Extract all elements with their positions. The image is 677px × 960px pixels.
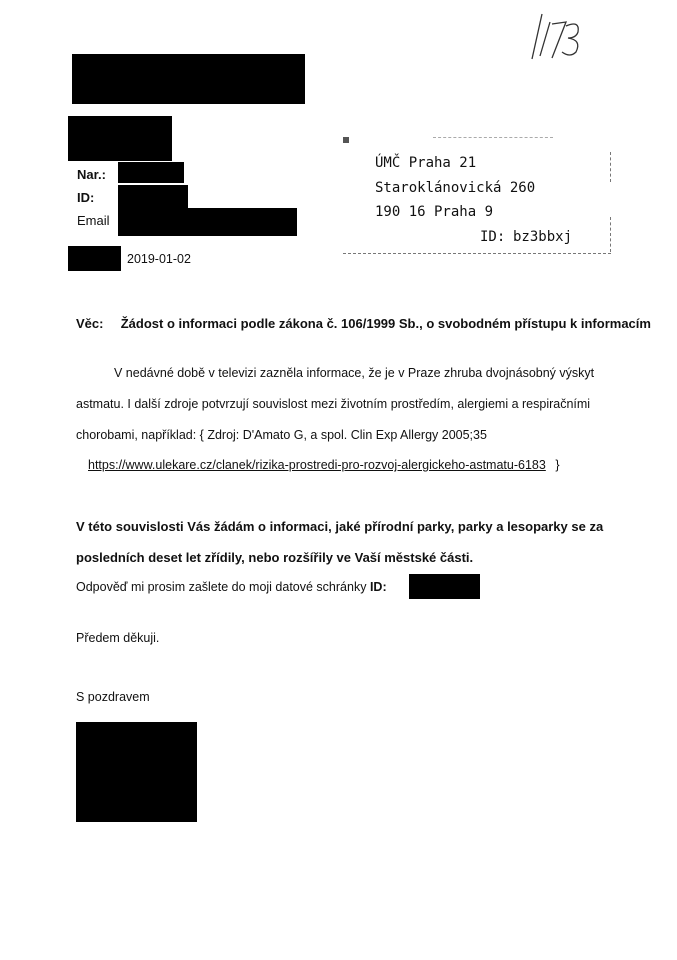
source-link-close: } bbox=[555, 458, 560, 472]
redacted-sender-photo bbox=[68, 116, 172, 161]
redacted-signature bbox=[76, 722, 197, 822]
source-link-line bbox=[88, 458, 560, 472]
sender-id-label: ID: bbox=[77, 190, 95, 205]
nar-label: Nar.: bbox=[77, 167, 106, 182]
handwritten-page-number bbox=[522, 4, 592, 64]
reply-id-label: ID: bbox=[369, 580, 387, 594]
reply-line bbox=[76, 580, 387, 594]
paragraph-1-line-1: V nedávné době v televizi zazněla informace, že je v Praze zhruba dvojnásobný výskyt bbox=[114, 366, 595, 380]
thanks-line: Předem děkuji. bbox=[76, 631, 160, 645]
redacted-email bbox=[118, 208, 297, 236]
recipient-id-label: ID: bbox=[480, 229, 506, 245]
redacted-nar bbox=[118, 162, 184, 183]
reply-text: Odpověď mi prosim zašlete do moji datové schránky bbox=[76, 580, 367, 594]
redacted-reply-id bbox=[409, 574, 480, 599]
closing-line: S pozdravem bbox=[76, 690, 150, 704]
subject-line bbox=[76, 316, 651, 331]
request-line-1: V této souvislosti Vás žádám o informaci, jaké přírodní parky, parky a lesoparky se za bbox=[76, 519, 604, 534]
redacted-sender-name bbox=[72, 54, 305, 104]
recipient-id-value: bz3bbxj bbox=[513, 229, 573, 245]
subject-text: Žádost o informaci podle zákona č. 106/1999 Sb., o svobodném přístupu k informacím bbox=[120, 316, 651, 331]
email-label: Email bbox=[77, 213, 110, 228]
recipient-line-1: ÚMČ Praha 21 bbox=[375, 155, 477, 171]
redacted-place bbox=[68, 246, 121, 271]
letter-date: 2019-01-02 bbox=[127, 252, 191, 266]
paragraph-1-line-3: chorobami, například: { Zdroj: D'Amato G, a spol. Clin Exp Allergy 2005;35 bbox=[76, 428, 487, 442]
request-line-2: posledních deset let zřídily, nebo rozšířily ve Vaší městské části. bbox=[76, 550, 474, 565]
redacted-sender-id bbox=[118, 185, 188, 210]
paragraph-1-line-2: astmatu. I další zdroje potvrzují souvislost mezi životním prostředím, alergiemi a respiračními bbox=[76, 397, 591, 411]
recipient-line-3: 190 16 Praha 9 bbox=[375, 204, 494, 220]
subject-label: Věc: bbox=[76, 316, 104, 331]
recipient-line-2: Staroklánovická 260 bbox=[375, 180, 536, 196]
source-link[interactable]: https://www.ulekare.cz/clanek/rizika-prostredi-pro-rozvoj-alergickeho-astmatu-6183 bbox=[88, 458, 546, 472]
